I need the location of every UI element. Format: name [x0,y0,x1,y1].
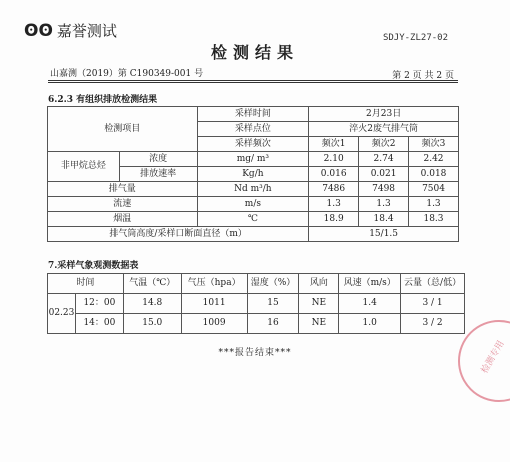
column-header: 风向 [299,274,339,294]
value-cell: 18.4 [359,212,409,227]
page-number: 第 2 页 共 2 页 [392,71,454,81]
sample-time-label: 采样时间 [197,107,309,122]
humidity-cell: 16 [247,314,299,334]
pressure-cell: 1009 [181,314,247,334]
column-header: 风速（m/s） [339,274,401,294]
value-cell: 0.021 [359,167,409,182]
cloud-cell: 3 / 2 [401,314,465,334]
value-cell: 18.9 [309,212,359,227]
frequency-header: 频次2 [359,137,409,152]
humidity-cell: 15 [247,294,299,314]
item-label-cell: 检测项目 [48,107,198,152]
row-name: 排气量 [48,182,198,197]
section1-heading: 6.2.3 有组织排放检测结果 [48,95,158,105]
wind-direction-cell: NE [299,314,339,334]
table-row [48,212,459,227]
frequency-label: 采样频次 [197,137,309,152]
wind-speed-cell: 1.4 [339,294,401,314]
row-name: 流速 [48,197,198,212]
row-unit: m/s [197,197,309,212]
time-cell: 12：00 [75,294,123,314]
value-cell: 7504 [409,182,459,197]
sample-time-value: 2月23日 [309,107,459,122]
stack-value: 15/1.5 [309,227,459,242]
report-end-text: ***报告结束*** [218,348,292,358]
table-row [48,314,465,334]
sample-point-value: 淬火2废气排气筒 [309,122,459,137]
row-unit: Kg/h [197,167,309,182]
temp-cell: 15.0 [123,314,181,334]
table-row [48,182,459,197]
column-header: 气压（hpa） [181,274,247,294]
group-label-cell: 非甲烷总烃 [48,152,120,182]
table-row [48,152,459,167]
value-cell: 1.3 [359,197,409,212]
section2-heading: 7.采样气象观测数据表 [48,261,139,271]
column-header: 云量（总/低） [401,274,465,294]
stack-label: 排气筒高度/采样口断面直径（m） [48,227,309,242]
value-cell: 2.74 [359,152,409,167]
value-cell: 1.3 [309,197,359,212]
frequency-header: 频次1 [309,137,359,152]
row-name: 烟温 [48,212,198,227]
table-row [48,227,459,242]
table-row [48,197,459,212]
logo-text: 嘉誉测试 [56,22,117,40]
emission-results-table [47,106,459,242]
company-logo [24,20,117,41]
table-row [48,107,459,122]
table-row [48,294,465,314]
row-unit: mg/ m³ [197,152,309,167]
cloud-cell: 3 / 1 [401,294,465,314]
row-name: 浓度 [119,152,197,167]
value-cell: 7498 [359,182,409,197]
value-cell: 2.42 [409,152,459,167]
value-cell: 7486 [309,182,359,197]
column-header: 时间 [48,274,124,294]
time-cell: 14：00 [75,314,123,334]
column-header: 气温（℃） [123,274,181,294]
row-name: 排放速率 [119,167,197,182]
value-cell: 18.3 [409,212,459,227]
stamp-text: 检测专用 [479,339,507,376]
header-divider [48,80,458,81]
logo-icon: ʘʘ [24,20,53,41]
sample-point-label: 采样点位 [197,122,309,137]
value-cell: 0.018 [409,167,459,182]
value-cell: 0.016 [309,167,359,182]
seal-stamp [458,320,510,402]
frequency-header: 频次3 [409,137,459,152]
wind-direction-cell: NE [299,294,339,314]
header-divider-double [48,82,458,83]
value-cell: 2.10 [309,152,359,167]
table-row [48,274,465,294]
column-header: 湿度（%） [247,274,299,294]
temp-cell: 14.8 [123,294,181,314]
weather-data-table [47,273,465,334]
report-number: 山嘉测（2019）第 C190349-001 号 [50,69,204,79]
pressure-cell: 1011 [181,294,247,314]
document-code: SDJY-ZL27-02 [382,33,448,43]
wind-speed-cell: 1.0 [339,314,401,334]
page-title: 检测结果 [210,43,299,62]
row-unit: ℃ [197,212,309,227]
date-cell: 02.23 [48,294,76,334]
row-unit: Nd m³/h [197,182,309,197]
value-cell: 1.3 [409,197,459,212]
